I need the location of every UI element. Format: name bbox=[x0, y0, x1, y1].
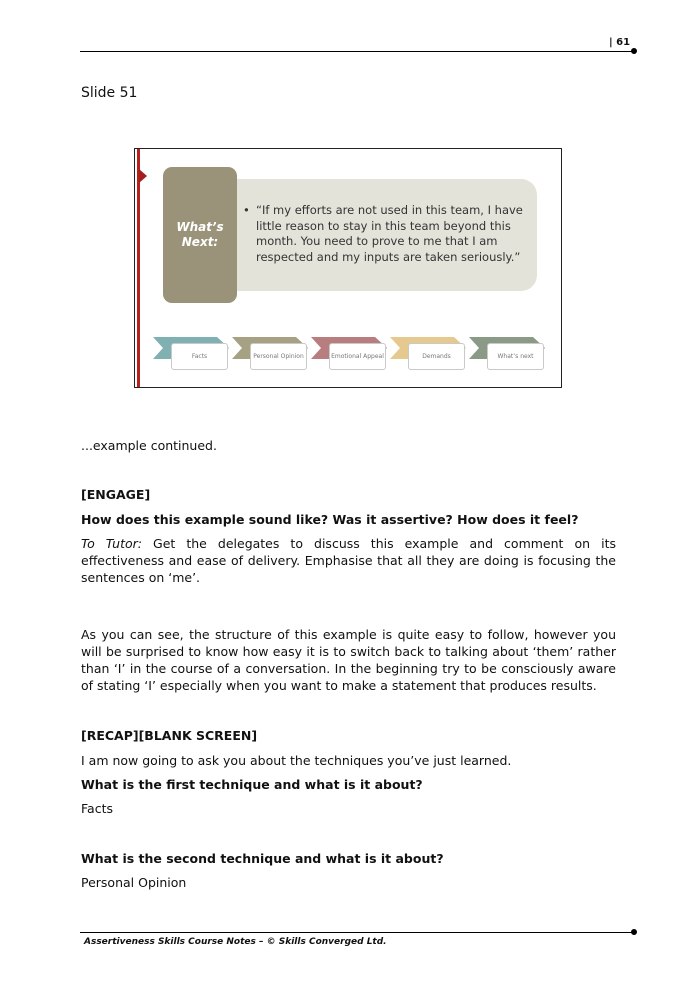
answer-1: Facts bbox=[81, 801, 113, 816]
slide-title-line1: What’s bbox=[176, 220, 224, 234]
header-rule-dot bbox=[631, 48, 637, 54]
flow-step-whats-next bbox=[469, 337, 545, 371]
flow-step-emotional-appeal bbox=[311, 337, 387, 371]
quote-text: “If my efforts are not used in this team, I have little reason to stay in this team beyond this month. You need to prove to me that I am respected and my inputs are taken seriously.” bbox=[256, 203, 523, 264]
footer-text: Assertiveness Skills Course Notes – © Skills Converged Ltd. bbox=[84, 937, 387, 947]
engage-question: How does this example sound like? Was it assertive? How does it feel? bbox=[81, 512, 579, 527]
header-rule bbox=[80, 51, 634, 52]
flow-step-demands bbox=[390, 337, 466, 371]
page-number: | 61 bbox=[609, 37, 631, 48]
flow-label-facts: Facts bbox=[171, 343, 228, 370]
slide-red-bar bbox=[137, 149, 140, 387]
slide-label: Slide 51 bbox=[81, 85, 138, 101]
flow-label-emotional-appeal: Emotional Appeal bbox=[329, 343, 386, 370]
flow-label-demands: Demands bbox=[408, 343, 465, 370]
question-2: What is the second technique and what is it about? bbox=[81, 851, 444, 866]
recap-intro: I am now going to ask you about the techniques you’ve just learned. bbox=[81, 753, 512, 768]
example-continued: ...example continued. bbox=[81, 438, 217, 453]
recap-heading: [RECAP][BLANK SCREEN] bbox=[81, 728, 258, 743]
flow-label-whats-next: What’s next bbox=[487, 343, 544, 370]
flow-label-personal-opinion: Personal Opinion bbox=[250, 343, 307, 370]
slide-title-line2: Next: bbox=[181, 235, 219, 249]
slide-thumbnail bbox=[134, 148, 562, 388]
slide-quote bbox=[243, 203, 535, 265]
flow-step-personal-opinion bbox=[232, 337, 308, 371]
footer-rule bbox=[80, 932, 634, 933]
tutor-label: To Tutor: bbox=[81, 536, 142, 551]
quote-bullet: • bbox=[243, 203, 250, 217]
footer-rule-dot bbox=[631, 929, 637, 935]
answer-2: Personal Opinion bbox=[81, 875, 187, 890]
engage-heading: [ENGAGE] bbox=[81, 487, 151, 502]
tutor-note bbox=[81, 535, 616, 586]
slide-red-marker bbox=[139, 169, 147, 183]
flow-step-facts bbox=[153, 337, 229, 371]
slide-title-box bbox=[163, 167, 237, 303]
tutor-text: Get the delegates to discuss this example and comment on its effectiveness and ease of delivery. Emphasise that all they are doing is focusing the sentences on ‘me’. bbox=[81, 536, 616, 585]
body-paragraph: As you can see, the structure of this example is quite easy to follow, however you will be surprised to know how easy it is to switch back to talking about ‘them’ rather than ‘I’ in the course of a conversation. In the beginning try to be consciously aware of stating ‘I’ especially when you want to make a statement that produces results. bbox=[81, 627, 616, 693]
question-1: What is the first technique and what is it about? bbox=[81, 777, 423, 792]
